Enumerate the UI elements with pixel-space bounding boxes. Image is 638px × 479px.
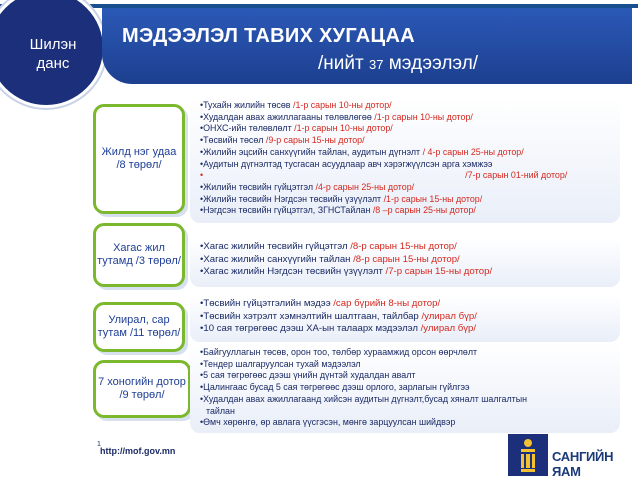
- item-text: Нэгдсэн төсвийн гүйцэтгэл, ЗГНСТайлан: [203, 205, 373, 216]
- page-subtitle: [318, 53, 478, 75]
- list-item: [200, 241, 620, 254]
- items-quarterly-monthly: [190, 295, 620, 342]
- list-item: [200, 194, 620, 206]
- bullet-icon: •: [200, 266, 204, 278]
- list-item: [200, 123, 620, 135]
- list-item: [200, 170, 620, 182]
- item-deadline: /7-р сарын 01-ний дотор/: [465, 170, 568, 181]
- subtitle-suffix: мэдээлэл/: [383, 53, 479, 74]
- bullet-icon: •: [200, 253, 204, 265]
- website-link[interactable]: http://mof.gov.mn: [100, 446, 176, 456]
- footnote-marker: 1: [97, 441, 101, 448]
- item-text: Жилийн төсвийн гүйцэтгэл: [203, 181, 316, 192]
- list-item: [200, 135, 620, 147]
- item-text: Төсвийн төсөл: [203, 135, 266, 146]
- list-item: [200, 382, 620, 394]
- item-deadline: /9-р сарын 15-ны дотор/: [265, 135, 365, 146]
- list-item: [200, 359, 620, 371]
- items-half-year: [190, 238, 620, 287]
- list-item: [200, 182, 620, 194]
- item-text: Аудитын дүгнэлтэд тусгасан асуудлаар авч хэрэгжүүлсэн арга хэмжээ: [203, 158, 493, 169]
- item-text: Худалдан авах ажиллагаанд хийсэн аудитын дүгнэлт,бусад хяналт шалгалтын: [203, 393, 528, 404]
- item-text: Худалдан авах ажиллагааны төлөвлөгөө: [203, 111, 375, 122]
- item-deadline: /1-р сарын 10-ны дотор/: [374, 111, 473, 122]
- badge-line-1: Шилэн: [29, 36, 77, 53]
- bullet-icon: •: [200, 146, 204, 157]
- badge-line-2: данс: [36, 55, 70, 72]
- item-deadline: / 4-р сарын 25-ны дотор/: [422, 146, 524, 157]
- item-deadline: /8 –р сарын 25-ны дотор/: [372, 205, 476, 216]
- item-text: Тухайн жилийн төсөв: [203, 100, 293, 110]
- item-text: Хагас жилийн төсвийн гүйцэтгэл: [203, 241, 351, 252]
- list-item: [200, 159, 620, 171]
- items-annual: [190, 97, 620, 223]
- bullet-icon: •: [200, 382, 204, 393]
- bullet-icon: •: [200, 193, 204, 204]
- items-weekly: [190, 343, 620, 433]
- list-item: [200, 100, 620, 112]
- category-label-line-1: Улирал, сар: [108, 314, 170, 326]
- category-label-line-1: 7 хоногийн дотор: [98, 376, 186, 388]
- subtitle-prefix: /нийт: [318, 53, 369, 74]
- list-item: [200, 147, 620, 159]
- bullet-icon: •: [200, 100, 204, 110]
- item-text: тайлан: [206, 405, 235, 416]
- list-item: [200, 254, 620, 267]
- list-item: [200, 323, 620, 336]
- bullet-icon: •: [200, 298, 204, 309]
- bullet-icon: •: [200, 205, 204, 216]
- item-text: Төсвийн гүйцэтгэлийн мэдээ: [203, 298, 334, 309]
- category-weekly: [93, 360, 191, 418]
- item-deadline: /улирал бүр/: [421, 310, 477, 322]
- category-label-line-1: Хагас жил: [113, 242, 165, 254]
- item-text: Жилийн эцсийн санхүүгийн тайлан, аудитын дүгнэлт: [203, 146, 423, 157]
- list-item: [200, 406, 620, 418]
- title-banner: [102, 8, 632, 84]
- bullet-icon: •: [200, 158, 204, 169]
- list-item: [200, 266, 620, 279]
- category-label-line-2: тутам /11 төрөл/: [97, 327, 181, 339]
- item-text: Цалингаас бусад 5 сая төгрөгөөс дээш орлого, зарлагын гүйлгээ: [203, 382, 470, 393]
- bullet-icon: •: [200, 347, 204, 357]
- bullet-icon: •: [200, 323, 204, 335]
- item-text: 5 сая төгрөгөөс дээш үнийн дүнтэй худалдан авалт: [203, 370, 416, 381]
- bullet-icon: •: [200, 393, 204, 404]
- item-deadline: /8-р сарын 15-ны дотор/: [350, 241, 457, 252]
- list-item: [200, 311, 620, 324]
- bullet-icon: •: [200, 370, 204, 381]
- bullet-icon: •: [200, 358, 204, 369]
- category-label-line-2: /9 төрөл/: [119, 389, 165, 401]
- bullet-icon: •: [200, 111, 204, 122]
- item-text: Жилийн төсвийн Нэгдсэн төсвийн үзүүлэлт: [203, 193, 384, 204]
- item-deadline: /4-р сарын 25-ны дотор/: [315, 181, 415, 192]
- category-label-line-2: /8 төрөл/: [116, 159, 162, 171]
- item-text: 10 сая төгрөгөөс дээш ХА-ын талаарх мэдээлэл: [203, 323, 421, 335]
- bullet-icon: •: [200, 170, 204, 181]
- bullet-icon: •: [200, 241, 204, 252]
- item-deadline: /8-р сарын 15-ны дотор/: [353, 253, 460, 265]
- category-annual: [93, 104, 185, 214]
- category-quarterly-monthly: [93, 302, 185, 352]
- item-deadline: /1-р сарын 10-ны дотор/: [294, 123, 393, 134]
- list-item: [200, 112, 620, 124]
- category-label-line-1: Жилд нэг удаа: [101, 146, 177, 158]
- list-item: [200, 370, 620, 382]
- bullet-icon: •: [200, 135, 204, 146]
- category-half-year: [93, 223, 185, 287]
- ministry-emblem-icon: [508, 434, 548, 476]
- list-item: [200, 417, 620, 429]
- subtitle-number: 37: [368, 57, 384, 72]
- bullet-icon: •: [200, 310, 204, 322]
- item-text: Хагас жилийн Нэгдсэн төсвийн үзүүлэлт: [203, 266, 386, 278]
- item-text: Төсвийн хэтрэлт хэмнэлтийн шалтгаан, тайлбар: [203, 310, 422, 322]
- item-text: Байгууллагын төсөв, орон тоо, төлбөр хураамжид орсон өөрчлөлт: [203, 347, 478, 357]
- item-text: Хагас жилийн санхүүгийн тайлан: [203, 253, 354, 265]
- item-deadline: /7-р сарын 15-ны дотор/: [385, 266, 493, 278]
- list-item: [200, 394, 620, 406]
- category-label-line-2: тутамд /3 төрөл/: [97, 255, 181, 267]
- ministry-name: САНГИЙН ЯАМ: [552, 449, 614, 479]
- item-text: ОНХС-ийн төлөвлөлт: [203, 123, 295, 134]
- list-item: [200, 347, 620, 359]
- item-deadline: /улирал бүр/: [420, 323, 477, 335]
- item-text: Өмч хөрөнгө, өр авлага үүсгэсэн, мөнгө зарцуулсан шийдвэр: [203, 417, 456, 428]
- item-deadline: /1-р сарын 10-ны дотор/: [292, 100, 392, 110]
- item-deadline: /сар бүрийн 8-ны дотор/: [333, 298, 441, 309]
- shilen-dans-badge: [0, 0, 106, 108]
- bullet-icon: •: [200, 181, 204, 192]
- page-title: МЭДЭЭЛЭЛ ТАВИХ ХУГАЦАА: [122, 25, 415, 47]
- bullet-icon: •: [200, 417, 204, 428]
- bullet-icon: •: [200, 123, 204, 134]
- list-item: [200, 298, 620, 311]
- item-deadline: /1-р сарын 15-ны дотор/: [383, 193, 483, 204]
- list-item: [200, 205, 620, 217]
- item-text: Тендер шалгаруулсан тухай мэдээлэл: [203, 358, 361, 369]
